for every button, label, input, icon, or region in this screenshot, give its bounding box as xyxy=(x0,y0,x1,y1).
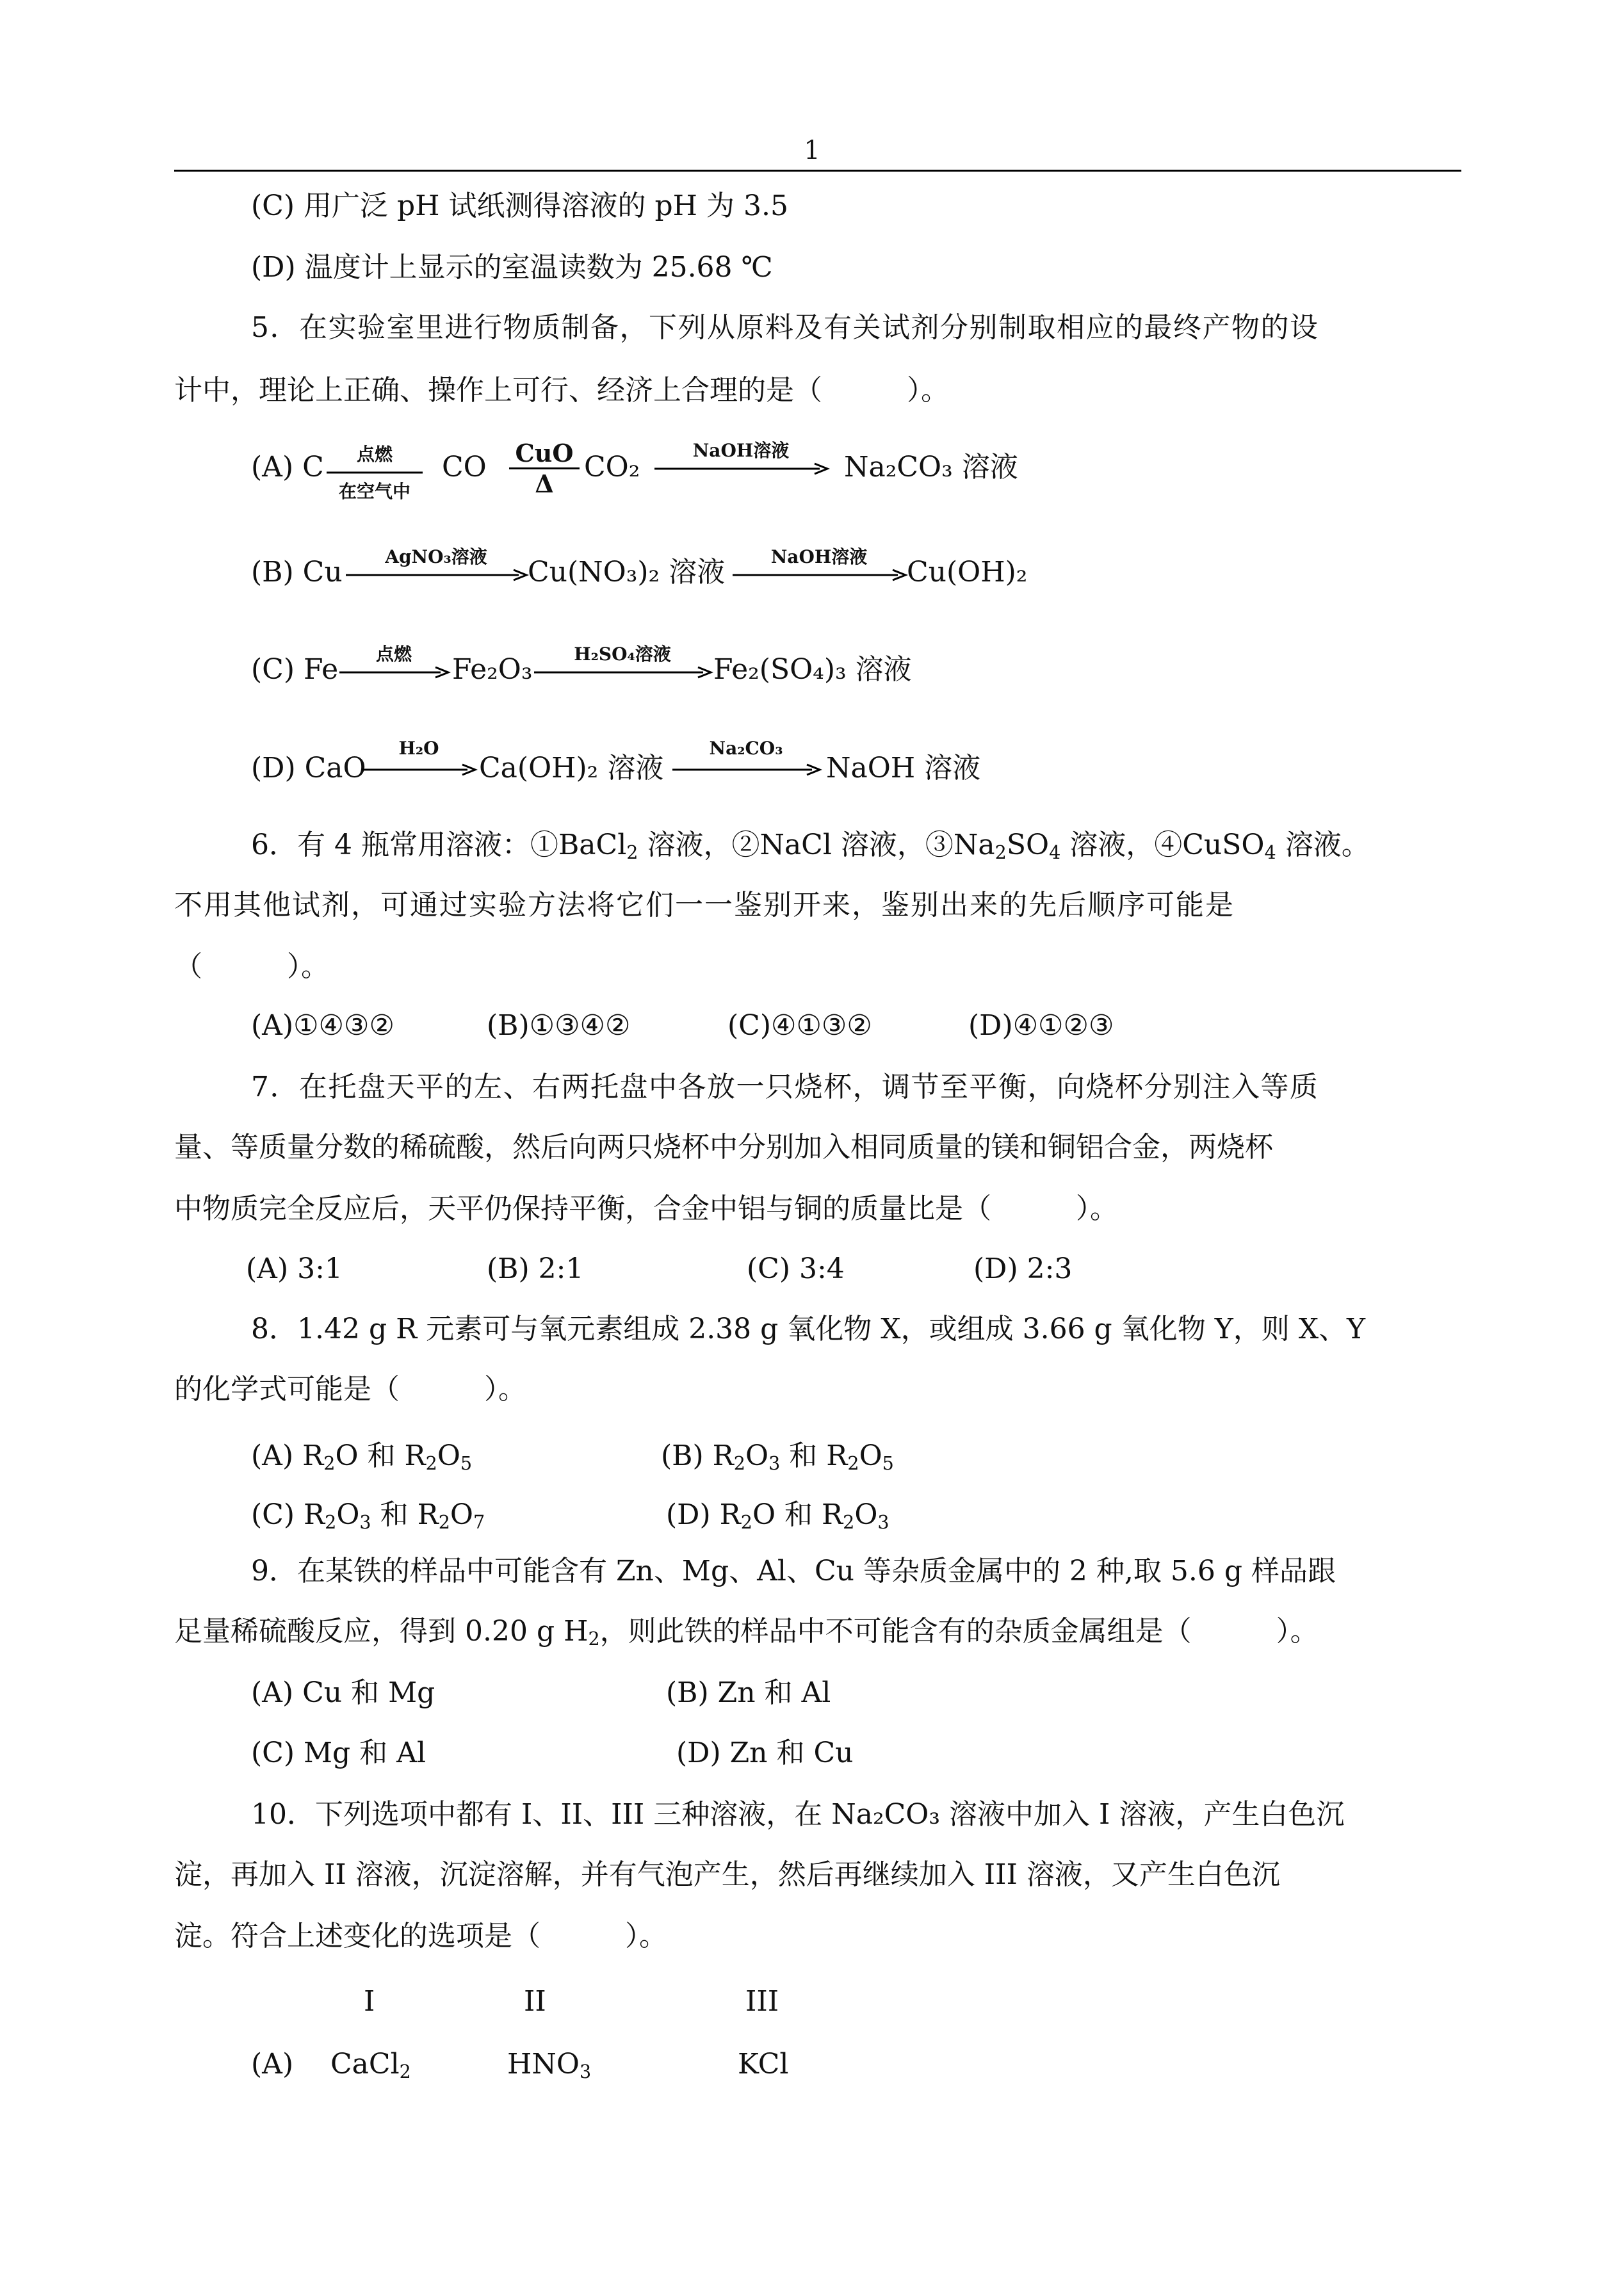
arrow-right-icon xyxy=(362,768,475,771)
q8-text: (B) R xyxy=(661,1439,734,1472)
q5-c-arrow-2 xyxy=(534,644,711,674)
q5-d-mid: Ca(OH)₂ 溶液 xyxy=(479,752,664,784)
q8-sub: 2 xyxy=(847,1452,859,1475)
q5-d-arrow-1 xyxy=(362,738,475,771)
q5-a-label-bottom: 在空气中 xyxy=(338,481,410,502)
q8-text: (D) R xyxy=(666,1498,741,1531)
q10-text: CaCl xyxy=(330,2048,400,2080)
q8-option-c xyxy=(251,1498,485,1534)
q9-line-2 xyxy=(174,1615,1319,1650)
q5-b-end: Cu(OH)₂ xyxy=(907,556,1028,588)
q5-c-label-2: H₂SO₄溶液 xyxy=(574,644,671,665)
q7-option-c: (C) 3:4 xyxy=(747,1253,845,1285)
q6-option-d: (D)④①②③ xyxy=(968,1009,1114,1042)
q8-text: O 和 R xyxy=(335,1439,426,1472)
q8-text: O xyxy=(745,1439,769,1472)
q6-text: 溶液，④CuSO xyxy=(1060,829,1265,861)
q8-text: 和 R xyxy=(371,1498,439,1531)
q5-d-start: (D) CaO xyxy=(251,752,366,784)
q9-option-d: (D) Zn 和 Cu xyxy=(676,1737,854,1769)
q10-header-ii: II xyxy=(524,1985,546,2018)
page-number: 1 xyxy=(804,136,820,165)
q10-sub: 2 xyxy=(399,2061,411,2083)
q8-text: O xyxy=(437,1439,460,1472)
q8-sub: 3 xyxy=(768,1452,781,1475)
line-icon xyxy=(327,471,423,474)
q8-line-2: 的化学式可能是（ ）。 xyxy=(174,1373,526,1406)
q5-a-arrow-1 xyxy=(327,444,423,502)
q5-a-cuo-condition xyxy=(509,439,580,498)
q8-text: O xyxy=(859,1439,882,1472)
q5-line-1: 5．在实验室里进行物质制备，下列从原料及有关试剂分别制取相应的最终产物的设 xyxy=(251,311,1319,344)
q10-header-iii: III xyxy=(745,1985,779,2018)
q8-option-a xyxy=(251,1439,473,1475)
arrow-right-icon xyxy=(672,768,820,771)
q10-line-3: 淀。符合上述变化的选项是（ ）。 xyxy=(174,1920,667,1952)
q5-b-label-1: AgNO₃溶液 xyxy=(385,546,487,567)
q9-sub: 2 xyxy=(588,1628,600,1650)
q5-c-arrow-1 xyxy=(339,644,448,674)
q8-sub: 5 xyxy=(460,1452,473,1475)
q10-option-a-ii xyxy=(507,2050,591,2081)
q5-a-start: (A) C xyxy=(251,451,324,483)
q5-b-arrow-2 xyxy=(733,546,905,576)
q7-line-3: 中物质完全反应后，天平仍保持平衡，合金中铝与铜的质量比是（ ）。 xyxy=(174,1192,1118,1225)
q7-option-a: (A) 3:1 xyxy=(246,1253,343,1285)
q7-option-b: (B) 2:1 xyxy=(487,1253,584,1285)
q8-option-b xyxy=(661,1439,894,1475)
q5-b-start: (B) Cu xyxy=(251,556,343,588)
q5-c-label-1: 点燃 xyxy=(375,644,412,665)
q6-option-a: (A)①④③② xyxy=(251,1009,394,1042)
q5-a-end: Na₂CO₃ 溶液 xyxy=(844,451,1018,483)
q8-sub: 2 xyxy=(733,1452,745,1475)
q10-option-a-label: (A) xyxy=(251,2048,294,2080)
q5-c-mid: Fe₂O₃ xyxy=(452,653,533,686)
q8-sub: 7 xyxy=(473,1511,485,1534)
q5-c-end: Fe₂(SO₄)₃ 溶液 xyxy=(713,653,912,686)
q9-option-a: (A) Cu 和 Mg xyxy=(251,1676,435,1709)
q10-line-2: 淀，再加入 II 溶液，沉淀溶解，并有气泡产生，然后再继续加入 III 溶液，又产生白色沉 xyxy=(174,1858,1280,1891)
q8-sub: 2 xyxy=(425,1452,437,1475)
q8-sub: 2 xyxy=(438,1511,450,1534)
q6-line-3: （ ）。 xyxy=(174,950,329,983)
q5-d-label-2: Na₂CO₃ xyxy=(709,738,783,759)
q8-sub: 2 xyxy=(843,1511,855,1534)
q9-option-c: (C) Mg 和 Al xyxy=(251,1737,426,1769)
q5-a-label-top: 点燃 xyxy=(356,444,393,465)
q6-sub: 2 xyxy=(626,841,638,864)
q8-sub: 5 xyxy=(882,1452,894,1475)
q6-option-c: (C)④①③② xyxy=(727,1009,872,1042)
q5-a-co2: CO₂ xyxy=(584,451,640,483)
q8-sub: 3 xyxy=(877,1511,889,1534)
q7-line-1: 7．在托盘天平的左、右两托盘中各放一只烧杯，调节至平衡，向烧杯分别注入等质 xyxy=(251,1071,1319,1103)
q10-option-a-iii: KCl xyxy=(738,2048,789,2080)
q6-text: SO xyxy=(1006,829,1050,861)
arrow-right-icon xyxy=(346,574,526,576)
q5-a-delta: Δ xyxy=(509,467,580,498)
q8-text: 和 R xyxy=(780,1439,848,1472)
q8-sub: 2 xyxy=(323,1452,336,1475)
q8-sub: 3 xyxy=(359,1511,371,1534)
q8-text: (C) R xyxy=(251,1498,325,1531)
q9-option-b: (B) Zn 和 Al xyxy=(666,1676,831,1709)
q6-line-1 xyxy=(251,831,1370,862)
q6-text: 溶液。 xyxy=(1276,829,1370,861)
q10-line-1: 10．下列选项中都有 I、II、III 三种溶液，在 Na₂CO₃ 溶液中加入 I 溶液，产生白色沉 xyxy=(251,1798,1345,1831)
q4-option-d: (D) 温度计上显示的室温读数为 25.68 ℃ xyxy=(251,251,773,284)
q8-text: (A) R xyxy=(251,1439,324,1472)
q6-sub: 2 xyxy=(995,841,1007,864)
q5-b-arrow-1 xyxy=(346,546,526,576)
q8-text: O 和 R xyxy=(752,1498,843,1531)
q7-option-d: (D) 2:3 xyxy=(973,1253,1073,1285)
q10-option-a-i xyxy=(330,2050,411,2081)
q6-text: 溶液，②NaCl 溶液，③Na xyxy=(638,829,995,861)
q6-text: 6．有 4 瓶常用溶液：①BaCl xyxy=(251,829,627,861)
q6-sub: 4 xyxy=(1264,841,1276,864)
q5-a-co: CO xyxy=(442,451,487,483)
q8-text: O xyxy=(450,1498,473,1531)
q6-option-b: (B)①③④② xyxy=(487,1009,631,1042)
q5-c-start: (C) Fe xyxy=(251,653,339,686)
arrow-right-icon xyxy=(534,671,711,674)
q5-line-2: 计中，理论上正确、操作上可行、经济上合理的是（ ）。 xyxy=(174,374,949,407)
q8-sub: 2 xyxy=(740,1511,752,1534)
q9-text: 足量稀硫酸反应，得到 0.20 g H xyxy=(174,1615,589,1648)
q10-text: HNO xyxy=(507,2048,580,2080)
q5-d-label-1: H₂O xyxy=(398,738,439,759)
q9-text: ，则此铁的样品中不可能含有的杂质金属组是（ ）。 xyxy=(599,1615,1319,1648)
q10-sub: 3 xyxy=(579,2061,592,2083)
q4-option-c: (C) 用广泛 pH 试纸测得溶液的 pH 为 3.5 xyxy=(251,190,788,222)
header-rule xyxy=(174,170,1461,172)
q10-header-i: I xyxy=(364,1985,375,2018)
arrow-right-icon xyxy=(339,671,448,674)
q9-line-1: 9．在某铁的样品中可能含有 Zn、Mg、Al、Cu 等杂质金属中的 2 种,取 5.6 g 样品跟 xyxy=(251,1555,1336,1587)
q6-sub: 4 xyxy=(1049,841,1061,864)
q7-line-2: 量、等质量分数的稀硫酸，然后向两只烧杯中分别加入相同质量的镁和铜铝合金，两烧杯 xyxy=(174,1131,1273,1164)
q8-text: O xyxy=(854,1498,878,1531)
q5-b-mid: Cu(NO₃)₂ 溶液 xyxy=(528,556,726,588)
q6-line-2: 不用其他试剂，可通过实验方法将它们一一鉴别开来，鉴别出来的先后顺序可能是 xyxy=(174,889,1235,921)
q8-line-1: 8．1.42 g R 元素可与氧元素组成 2.38 g 氧化物 X，或组成 3.66 g 氧化物 Y，则 X、Y xyxy=(251,1313,1366,1345)
q8-sub: 2 xyxy=(325,1511,337,1534)
q8-text: O xyxy=(336,1498,360,1531)
q5-a-label-naoh: NaOH溶液 xyxy=(692,440,790,461)
arrow-right-icon xyxy=(733,574,905,576)
q5-d-end: NaOH 溶液 xyxy=(826,752,981,784)
q5-a-cuo: CuO xyxy=(515,439,574,467)
q5-a-arrow-2 xyxy=(654,440,827,470)
q5-b-label-2: NaOH溶液 xyxy=(770,546,868,567)
q8-option-d xyxy=(666,1498,889,1534)
q5-d-arrow-2 xyxy=(672,738,820,771)
arrow-right-icon xyxy=(654,467,827,470)
